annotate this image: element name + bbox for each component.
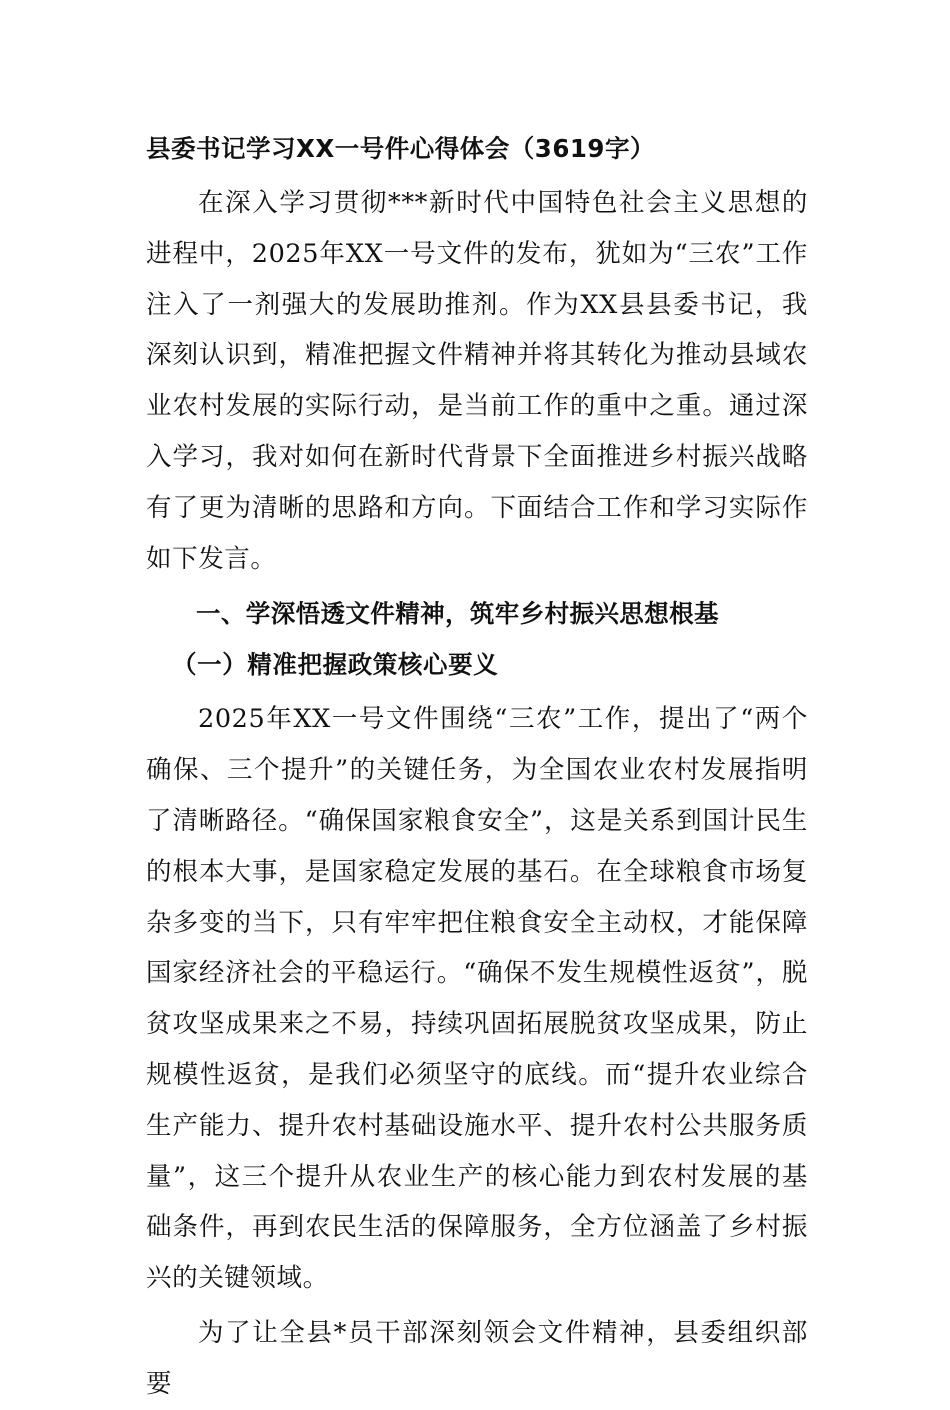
body-paragraph-2: 为了让全县*员干部深刻领会文件精神，县委组织部要 <box>146 1317 808 1399</box>
document-body <box>146 126 808 1410</box>
intro-paragraph: 在深入学习贯彻***新时代中国特色社会主义思想的进程中，2025年XX一号文件的发布，犹如为“三农”工作注入了一剂强大的发展助推剂。作为XX县县委书记，我深刻认识到，精准把握文件精神并将其转化为推动县域农业农村发展的实际行动，是当前工作的重中之重。通过深入学习，我对如何在新时代背景下全面推进乡村振兴战略有了更为清晰的思路和方向。下面结合工作和学习实际作如下发言。 <box>146 188 808 574</box>
section-heading-1: 一、学深悟透文件精神，筑牢乡村振兴思想根基 <box>196 599 719 629</box>
subsection-heading-1: （一）精准把握政策核心要义 <box>172 650 499 680</box>
document-title: 县委书记学习XX一号件心得体会（3619字） <box>146 134 655 163</box>
body-paragraph-1: 2025年XX一号文件围绕“三农”工作，提出了“两个确保、三个提升”的关键任务，为全国农业农村发展指明了清晰路径。“确保国家粮食安全”，这是关系到国计民生的根本大事，是国家稳定发展的基石。在全球粮食市场复杂多变的当下，只有牢牢把住粮食安全主动权，才能保障国家经济社会的平稳运行。“确保不发生规模性返贫”，脱贫攻坚成果来之不易，持续巩固拓展脱贫攻坚成果，防止规模性返贫，是我们必须坚守的底线。而“提升农业综合生产能力、提升农村基础设施水平、提升农村公共服务质量”，这三个提升从农业生产的核心能力到农村发展的基础条件，再到农民生活的保障服务，全方位涵盖了乡村振兴的关键领域。 <box>146 704 808 1294</box>
